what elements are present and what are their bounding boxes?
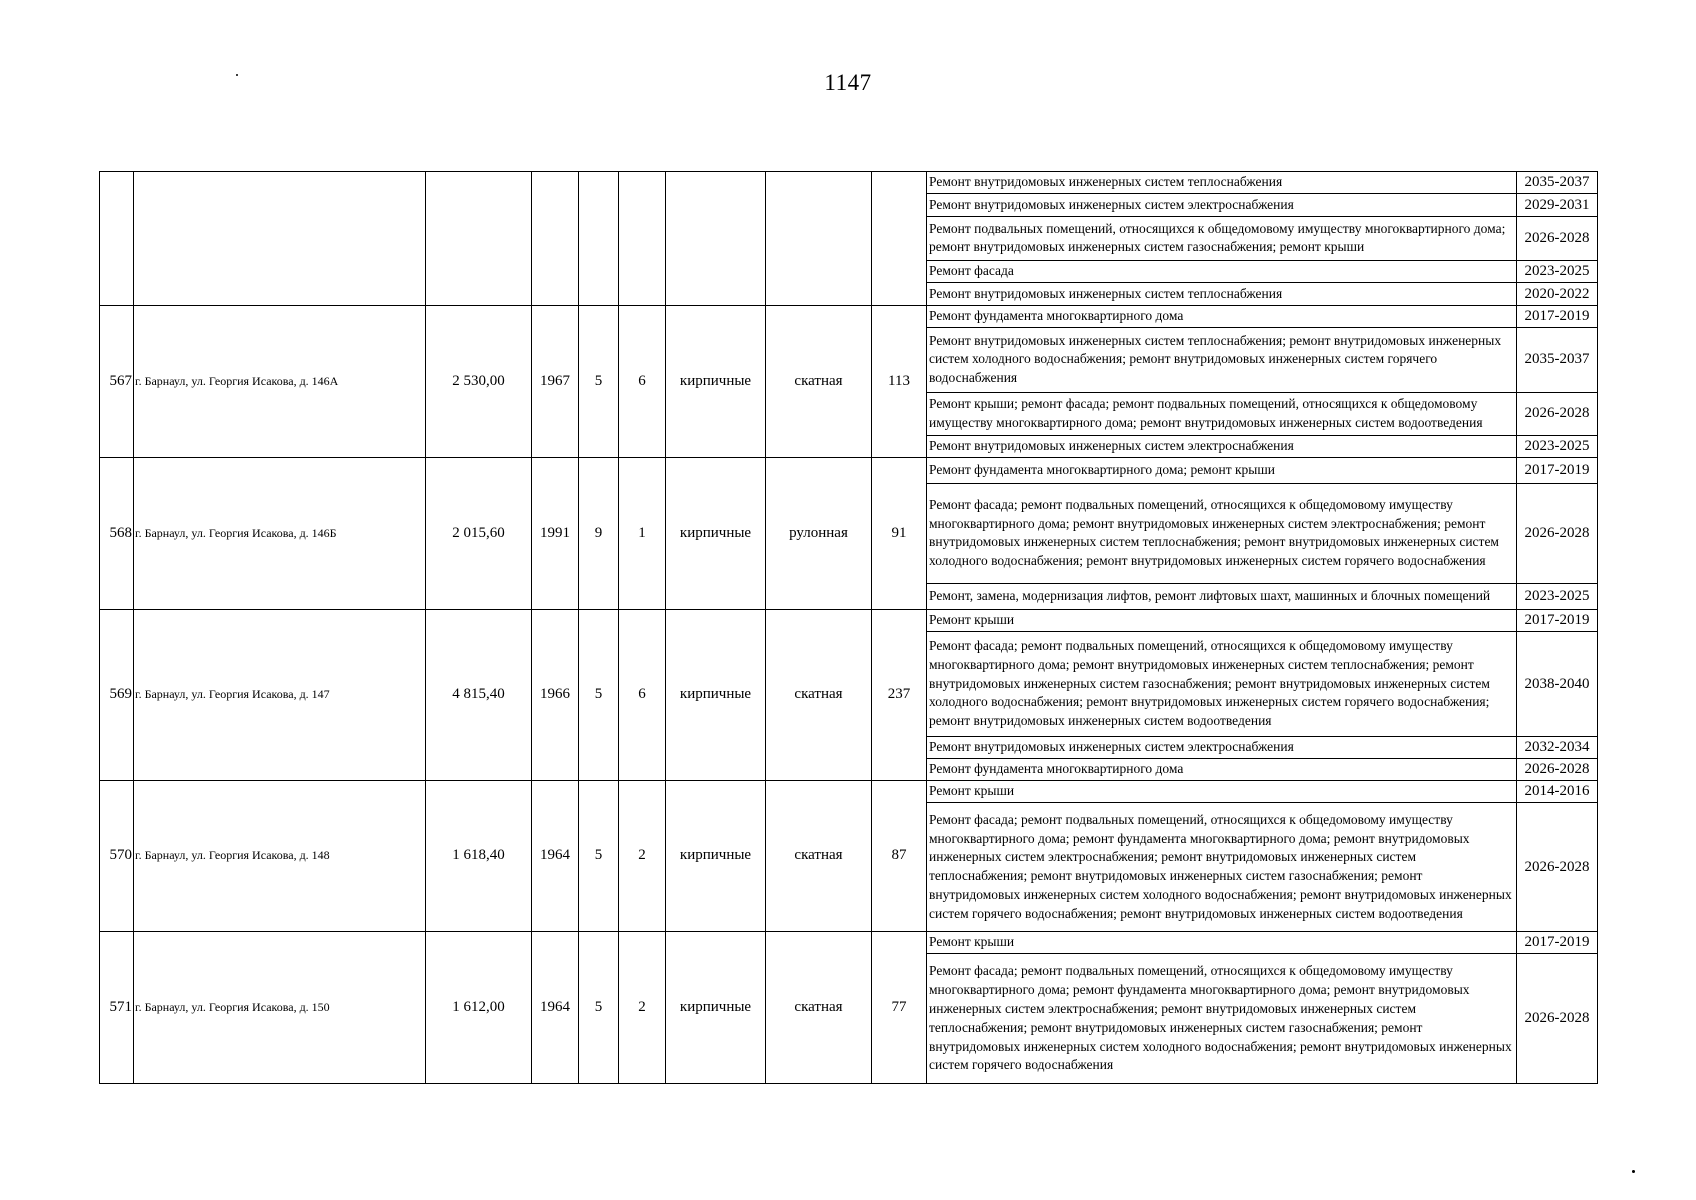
work-item: [927, 631, 1597, 736]
roof-cell: скатная: [766, 610, 872, 781]
works-cell: [927, 932, 1598, 1084]
row-number: 568: [100, 458, 134, 610]
works-list: [927, 458, 1597, 609]
work-period: 2017-2019: [1517, 932, 1598, 954]
work-description: Ремонт крыши; ремонт фасада; ремонт подвальных помещений, относящихся к общедомовому имуществу многоквартирного дома; ремонт внутридомовых инженерных систем водоотведения: [927, 392, 1517, 435]
residents-cell: [872, 172, 927, 306]
residents-cell: 113: [872, 306, 927, 458]
table-row: [100, 306, 1598, 458]
table-row: [100, 932, 1598, 1084]
table-row: [100, 458, 1598, 610]
work-period: 2026-2028: [1517, 759, 1598, 780]
work-period: 2029-2031: [1517, 194, 1598, 217]
entrances-cell: 6: [619, 610, 666, 781]
table-row: [100, 172, 1598, 306]
address-cell: г. Барнаул, ул. Георгия Исакова, д. 147: [134, 610, 426, 781]
roof-cell: скатная: [766, 781, 872, 932]
table-row: [100, 781, 1598, 932]
work-item: [927, 392, 1597, 435]
work-description: Ремонт внутридомовых инженерных систем электроснабжения: [927, 194, 1517, 217]
work-item: [927, 584, 1597, 609]
residents-cell: 91: [872, 458, 927, 610]
table-row: [100, 610, 1598, 781]
work-item: [927, 283, 1597, 305]
year-cell: 1966: [532, 610, 579, 781]
work-item: [927, 194, 1597, 217]
work-description: Ремонт внутридомовых инженерных систем теплоснабжения: [927, 172, 1517, 194]
table-body: [100, 172, 1598, 1084]
area-cell: 1 618,40: [426, 781, 532, 932]
row-number: 569: [100, 610, 134, 781]
work-description: Ремонт фундамента многоквартирного дома: [927, 306, 1517, 328]
floors-cell: [579, 172, 619, 306]
walls-cell: кирпичные: [666, 781, 766, 932]
residents-cell: 77: [872, 932, 927, 1084]
works-cell: [927, 172, 1598, 306]
work-period: 2023-2025: [1517, 584, 1598, 609]
work-period: 2038-2040: [1517, 631, 1598, 736]
work-item: [927, 306, 1597, 328]
work-description: Ремонт подвальных помещений, относящихся к общедомовому имуществу многоквартирного дома; ремонт внутридомовых инженерных систем газоснабжения; ремонт крыши: [927, 217, 1517, 261]
address-cell: г. Барнаул, ул. Георгия Исакова, д. 146Б: [134, 458, 426, 610]
row-number: 567: [100, 306, 134, 458]
work-description: Ремонт фасада; ремонт подвальных помещений, относящихся к общедомовому имуществу многоквартирного дома; ремонт внутридомовых инженерных систем электроснабжения; ремонт внутридомовых инженерных систем теплоснабжения; ремонт внутридомовых инженерных систем холодного водоснабжения; ремонт внутридомовых инженерных систем горячего водоснабжения: [927, 483, 1517, 583]
roof-cell: рулонная: [766, 458, 872, 610]
work-period: 2026-2028: [1517, 392, 1598, 435]
walls-cell: кирпичные: [666, 932, 766, 1084]
works-list: [927, 610, 1597, 780]
work-description: Ремонт фундамента многоквартирного дома: [929, 761, 1184, 777]
work-item: [927, 172, 1597, 194]
walls-cell: кирпичные: [666, 610, 766, 781]
work-item: [927, 781, 1597, 803]
work-period: 2017-2019: [1517, 610, 1598, 631]
work-description: Ремонт фасада; ремонт подвальных помещений, относящихся к общедомовому имуществу многоквартирного дома; ремонт фундамента многоквартирного дома; ремонт внутридомовых инженерных систем электроснабжения; ремонт внутридомовых инженерных систем теплоснабжения; ремонт внутридомовых инженерных систем газоснабжения; ремонт внутридомовых инженерных систем холодного водоснабжения; ремонт внутридомовых инженерных систем горячего водоснабжения: [929, 963, 1512, 1073]
work-description: Ремонт внутридомовых инженерных систем электроснабжения: [929, 438, 1294, 454]
works-list: [927, 306, 1597, 457]
floors-cell: 5: [579, 610, 619, 781]
work-period: 2026-2028: [1517, 954, 1598, 1083]
work-period: 2035-2037: [1517, 172, 1598, 194]
work-period: 2026-2028: [1517, 803, 1598, 931]
address-cell: [134, 172, 426, 306]
work-description: Ремонт крыши: [927, 932, 1517, 954]
work-item: [927, 954, 1597, 1083]
entrances-cell: 1: [619, 458, 666, 610]
works-list: [927, 932, 1597, 1083]
work-period: 2023-2025: [1517, 435, 1598, 457]
row-number: [100, 172, 134, 306]
work-period: 2026-2028: [1517, 217, 1598, 261]
walls-cell: кирпичные: [666, 458, 766, 610]
residents-cell: 87: [872, 781, 927, 932]
address-cell: г. Барнаул, ул. Георгия Исакова, д. 150: [134, 932, 426, 1084]
roof-cell: скатная: [766, 932, 872, 1084]
work-period: 2023-2025: [1517, 260, 1598, 283]
floors-cell: 5: [579, 932, 619, 1084]
work-description: Ремонт внутридомовых инженерных систем теплоснабжения: [929, 285, 1283, 301]
entrances-cell: [619, 172, 666, 306]
work-period: 2017-2019: [1517, 458, 1598, 483]
work-description: Ремонт крыши: [927, 781, 1517, 803]
works-list: [927, 781, 1597, 931]
work-description: Ремонт фундамента многоквартирного дома; ремонт крыши: [927, 458, 1517, 483]
work-period: 2032-2034: [1517, 737, 1598, 759]
scan-speck: [1632, 1170, 1635, 1173]
work-description: Ремонт, замена, модернизация лифтов, ремонт лифтовых шахт, машинных и блочных помещений: [929, 588, 1491, 604]
roof-cell: скатная: [766, 306, 872, 458]
work-item: [927, 610, 1597, 631]
repair-schedule-table: [99, 171, 1598, 1084]
year-cell: 1991: [532, 458, 579, 610]
work-item: [927, 458, 1597, 483]
scan-speck: [236, 74, 238, 76]
works-cell: [927, 306, 1598, 458]
page-number: 1147: [824, 70, 872, 95]
year-cell: 1964: [532, 932, 579, 1084]
work-item: [927, 217, 1597, 261]
work-period: 2035-2037: [1517, 328, 1598, 392]
floors-cell: 5: [579, 781, 619, 932]
row-number: 570: [100, 781, 134, 932]
area-cell: 4 815,40: [426, 610, 532, 781]
work-item: [927, 483, 1597, 583]
walls-cell: кирпичные: [666, 306, 766, 458]
work-period: 2014-2016: [1517, 781, 1598, 803]
area-cell: 2 530,00: [426, 306, 532, 458]
work-item: [927, 737, 1597, 759]
address-cell: г. Барнаул, ул. Георгия Исакова, д. 146А: [134, 306, 426, 458]
work-item: [927, 328, 1597, 392]
year-cell: 1964: [532, 781, 579, 932]
work-description: Ремонт внутридомовых инженерных систем электроснабжения: [927, 737, 1517, 759]
entrances-cell: 2: [619, 781, 666, 932]
entrances-cell: 6: [619, 306, 666, 458]
entrances-cell: 2: [619, 932, 666, 1084]
work-description: Ремонт фасада; ремонт подвальных помещений, относящихся к общедомовому имуществу многоквартирного дома; ремонт внутридомовых инженерных систем теплоснабжения; ремонт внутридомовых инженерных систем газоснабжения; ремонт внутридомовых инженерных систем холодного водоснабжения; ремонт внутридомовых инженерных систем горячего водоснабжения; ремонт внутридомовых инженерных систем водоотведения: [927, 631, 1517, 736]
work-item: [927, 759, 1597, 780]
roof-cell: [766, 172, 872, 306]
works-cell: [927, 781, 1598, 932]
work-item: [927, 435, 1597, 457]
floors-cell: 9: [579, 458, 619, 610]
area-cell: [426, 172, 532, 306]
works-cell: [927, 458, 1598, 610]
row-number: 571: [100, 932, 134, 1084]
work-item: [927, 932, 1597, 954]
area-cell: 2 015,60: [426, 458, 532, 610]
work-period: 2020-2022: [1517, 283, 1598, 305]
year-cell: 1967: [532, 306, 579, 458]
address-cell: г. Барнаул, ул. Георгия Исакова, д. 148: [134, 781, 426, 932]
work-description: Ремонт крыши: [927, 610, 1517, 631]
work-description: Ремонт фасада; ремонт подвальных помещений, относящихся к общедомовому имуществу многоквартирного дома; ремонт фундамента многоквартирного дома; ремонт внутридомовых инженерных систем электроснабжения; ремонт внутридомовых инженерных систем теплоснабжения; ремонт внутридомовых инженерных систем газоснабжения; ремонт внутридомовых инженерных систем холодного водоснабжения; ремонт внутридомовых инженерных систем горячего водоснабжения; ремонт внутридомовых инженерных систем водоотведения: [929, 811, 1512, 921]
walls-cell: [666, 172, 766, 306]
year-cell: [532, 172, 579, 306]
work-item: [927, 803, 1597, 931]
works-cell: [927, 610, 1598, 781]
area-cell: 1 612,00: [426, 932, 532, 1084]
work-period: 2017-2019: [1517, 306, 1598, 328]
work-item: [927, 260, 1597, 283]
work-description: Ремонт внутридомовых инженерных систем теплоснабжения; ремонт внутридомовых инженерных систем холодного водоснабжения; ремонт внутридомовых инженерных систем горячего водоснабжения: [927, 328, 1517, 392]
work-period: 2026-2028: [1517, 483, 1598, 583]
work-description: Ремонт фасада: [927, 260, 1517, 283]
works-list: [927, 172, 1597, 305]
floors-cell: 5: [579, 306, 619, 458]
residents-cell: 237: [872, 610, 927, 781]
